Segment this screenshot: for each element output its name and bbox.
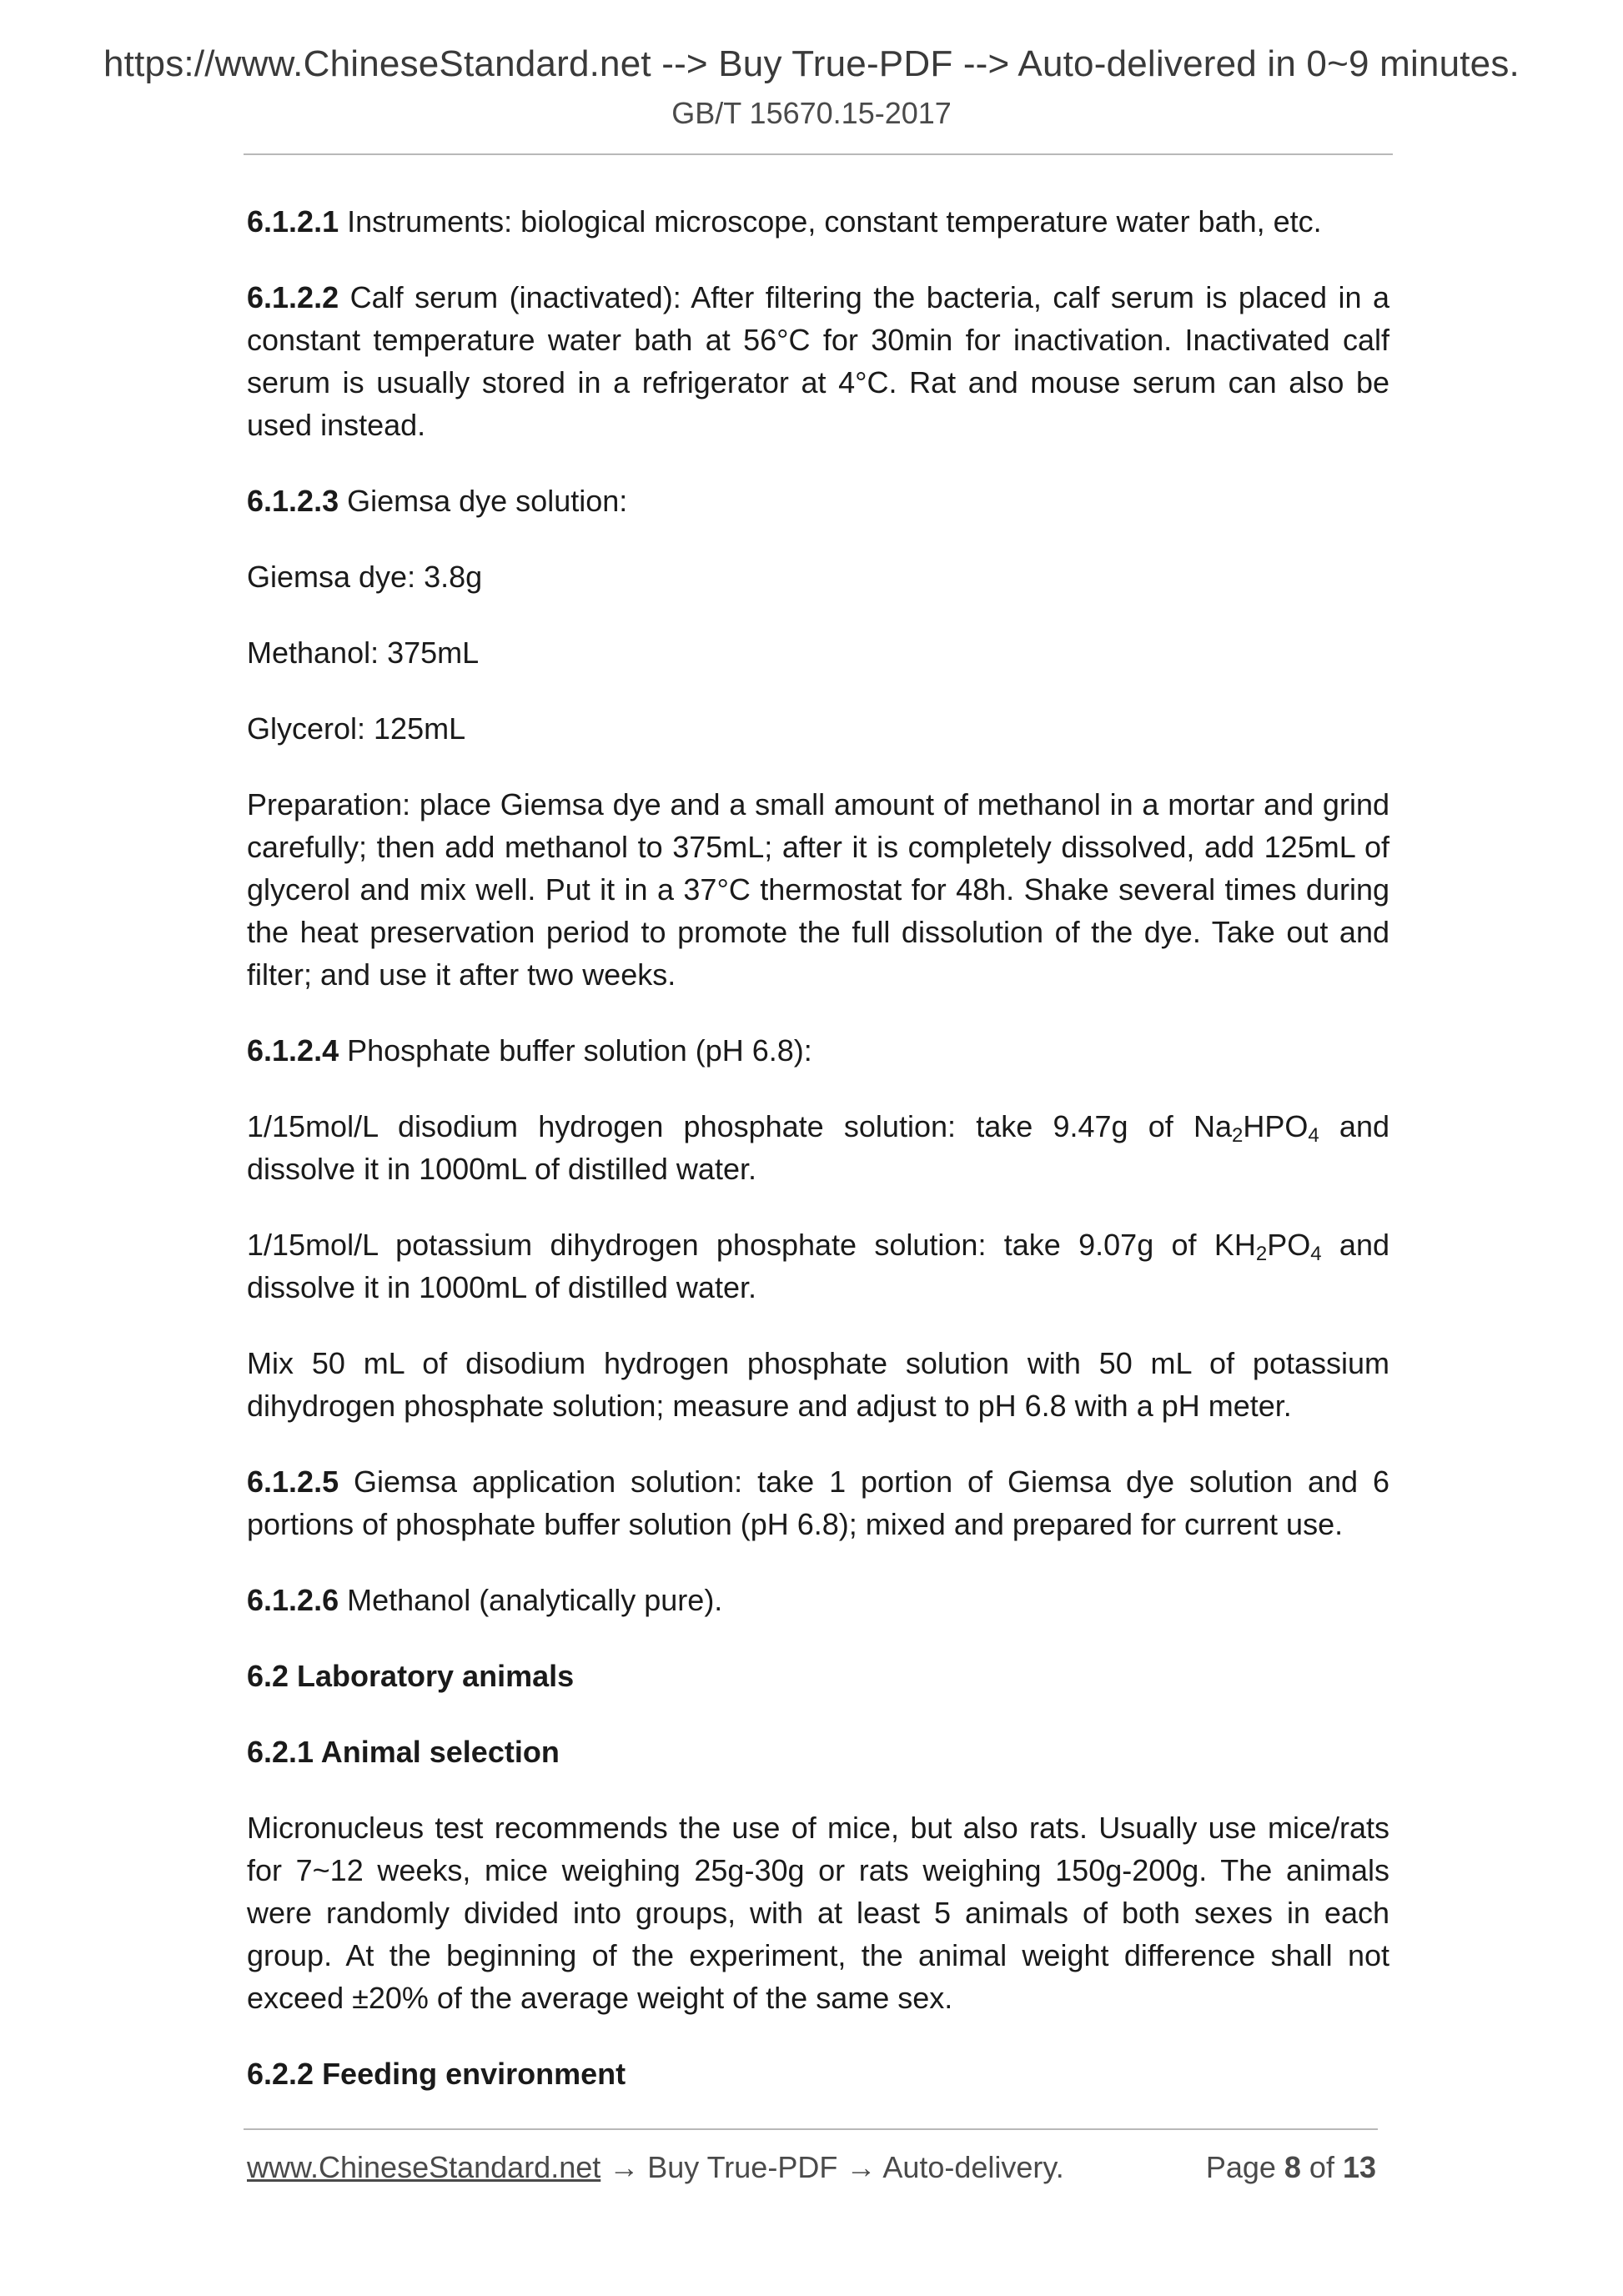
clause-text: Giemsa dye solution: <box>339 484 628 518</box>
clause-number: 6.1.2.6 <box>247 1583 339 1617</box>
text-span: HPO <box>1243 1109 1309 1143</box>
animal-selection-paragraph: Micronucleus test recommends the use of mice, but also rats. Usually use mice/rats for 7~12 weeks, mice weighing 25g-30g or rats weighing 150g-200g. The animals were randomly divided into groups, with at least 5 animals of both sexes in each group. At the beginning of the experiment, the animal weight difference shall not exceed ±20% of the average weight of the same sex. <box>247 1811 1389 2015</box>
disodium-paragraph <box>247 1105 1389 1190</box>
page-indicator <box>1206 2150 1376 2185</box>
text-span: PO <box>1267 1228 1311 1262</box>
mix-paragraph: Mix 50 mL of disodium hydrogen phosphate solution with 50 mL of potassium dihydrogen phosphate solution; measure and adjust to pH 6.8 with a pH meter. <box>247 1346 1389 1423</box>
footer-promo <box>247 2150 1064 2185</box>
subscript: 4 <box>1310 1243 1322 1265</box>
methanol-amount: Methanol: 375mL <box>247 636 480 670</box>
subscript: 4 <box>1308 1124 1319 1147</box>
subscript: 2 <box>1255 1243 1268 1265</box>
preparation-paragraph: Preparation: place Giemsa dye and a small amount of methanol in a mortar and grind carefully; then add methanol to 375mL; after it is completely dissolved, add 125mL of glycerol and mix well. Put it in a 37°C thermostat for 48h. Shake several times during the heat preservation period to promote the full dissolution of the dye. Take out and filter; and use it after two weeks. <box>247 787 1389 992</box>
paragraph-6-1-2-1 <box>247 200 1389 243</box>
heading-6-2-1: 6.2.1 Animal selection <box>247 1735 560 1769</box>
clause-number: 6.1.2.3 <box>247 484 339 518</box>
potassium-paragraph <box>247 1223 1389 1309</box>
giemsa-dye-amount: Giemsa dye: 3.8g <box>247 560 483 594</box>
footer-link[interactable]: www.ChineseStandard.net <box>247 2150 601 2184</box>
header-divider <box>244 153 1393 155</box>
clause-text: Phosphate buffer solution (pH 6.8): <box>339 1033 812 1068</box>
clause-number: 6.1.2.2 <box>247 280 339 314</box>
standard-number: GB/T 15670.15-2017 <box>671 96 952 130</box>
paragraph-6-1-2-4 <box>247 1029 1389 1072</box>
text-span: 1/15mol/L potassium dihydrogen phosphate solution: take 9.07g of KH <box>247 1228 1256 1262</box>
paragraph-6-1-2-3 <box>247 480 1389 522</box>
subscript: 2 <box>1231 1124 1244 1147</box>
header-url-line: https://www.ChineseStandard.net --> Buy True-PDF --> Auto-delivered in 0~9 minutes. <box>103 43 1520 84</box>
paragraph-6-1-2-5 <box>247 1460 1389 1545</box>
paragraph-6-1-2-2 <box>247 276 1389 446</box>
text-span: and dissolve it in 1000mL of distilled water. <box>247 1109 1389 1186</box>
of-label: of <box>1300 2150 1343 2184</box>
clause-number: 6.1.2.1 <box>247 204 339 239</box>
page-label: Page <box>1205 2150 1284 2184</box>
total-pages: 13 <box>1342 2150 1376 2184</box>
clause-text: Methanol (analytically pure). <box>339 1583 723 1617</box>
footer-divider <box>244 2128 1378 2130</box>
heading-6-2-2: 6.2.2 Feeding environment <box>247 2057 626 2091</box>
text-span: 1/15mol/L disodium hydrogen phosphate solution: take 9.47g of Na <box>247 1109 1232 1143</box>
glycerol-amount: Glycerol: 125mL <box>247 711 466 746</box>
heading-6-2: 6.2 Laboratory animals <box>247 1659 575 1693</box>
document-body <box>247 200 1389 2128</box>
footer-link-suffix: → Buy True-PDF → Auto-delivery. <box>600 2150 1064 2184</box>
current-page: 8 <box>1284 2150 1301 2184</box>
clause-text: Calf serum (inactivated): After filtering the bacteria, calf serum is placed in a constant temperature water bath at 56°C for 30min for inactivation. Inactivated calf serum is usually stored in a refrigerator at 4°C. Rat and mouse serum can also be used instead. <box>247 280 1389 442</box>
text-span: and dissolve it in 1000mL of distilled water. <box>247 1228 1389 1304</box>
paragraph-6-1-2-6 <box>247 1579 1389 1621</box>
clause-number: 6.1.2.4 <box>247 1033 339 1068</box>
clause-text: Instruments: biological microscope, constant temperature water bath, etc. <box>339 204 1322 239</box>
clause-text: Giemsa application solution: take 1 portion of Giemsa dye solution and 6 portions of phosphate buffer solution (pH 6.8); mixed and prepared for current use. <box>247 1465 1389 1541</box>
clause-number: 6.1.2.5 <box>247 1465 339 1499</box>
